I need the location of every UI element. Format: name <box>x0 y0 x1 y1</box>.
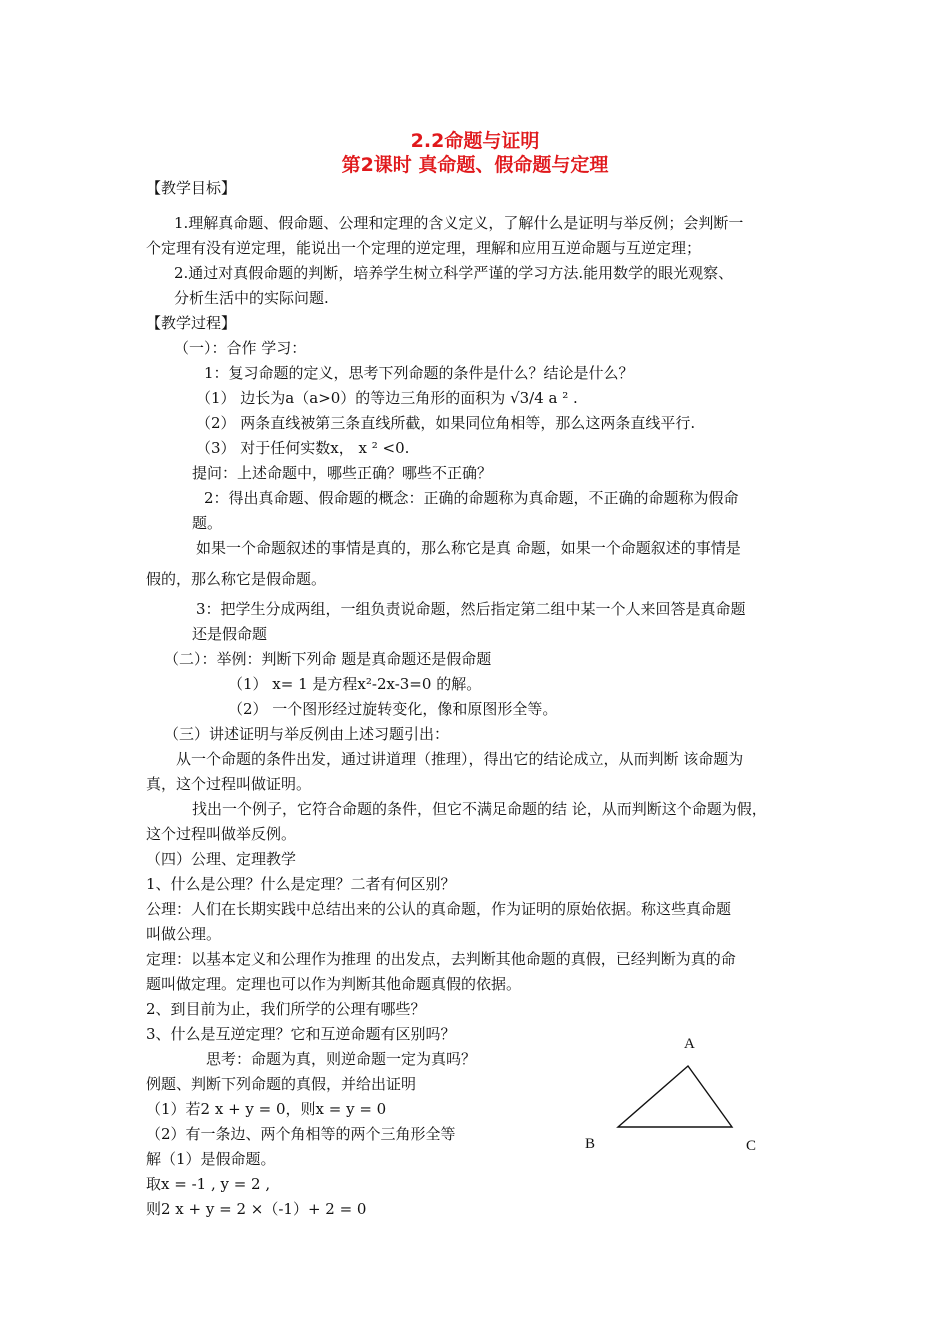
objective-2-line-1: 2.通过对真假命题的判断，培养学生树立科学严谨的学习方法.能用数学的眼光观察、 <box>174 264 734 282</box>
axiom-definition-line-2: 叫做公理。 <box>146 925 222 943</box>
proof-definition-line-2: 真，这个过程叫做证明。 <box>146 775 312 793</box>
step-2-line-2: 题。 <box>192 514 223 532</box>
solution-line-3: 则2 x + y = 2 ×（-1）+ 2 = 0 <box>146 1200 367 1218</box>
triangle-abc <box>618 1066 732 1127</box>
counterexample-line-1: 找出一个例子，它符合命题的条件，但它不满足命题的结 论，从而判断这个命题为假， <box>192 800 767 818</box>
solution-line-2: 取x = -1 , y = 2 , <box>146 1175 271 1193</box>
vertex-label-a: A <box>684 1036 695 1052</box>
example-heading: 例题、判断下列命题的真假，并给出证明 <box>146 1075 417 1093</box>
step-2-line-1: 2：得出真命题、假命题的概念：正确的命题称为真命题，不正确的命题称为假命 <box>204 489 739 507</box>
example-1: （1） x= 1 是方程x²-2x-3=0 的解。 <box>228 675 482 693</box>
objective-1-line-1: 1.理解真命题、假命题、公理和定理的含义定义，了解什么是证明与举反例；会判断一 <box>174 214 744 232</box>
objective-2-line-2: 分析生活中的实际问题. <box>174 289 329 307</box>
question-1: 1、什么是公理？什么是定理？二者有何区别？ <box>146 875 456 893</box>
example-item-1: （1）若2 x + y = 0，则x = y = 0 <box>146 1100 387 1118</box>
title-line-2: 第2课时 真命题、假命题与定理 <box>341 154 609 176</box>
section-heading-objectives: 【教学目标】 <box>146 179 237 197</box>
proposition-2: （2） 两条直线被第三条直线所截，如果同位角相等，那么这两条直线平行. <box>196 414 696 432</box>
counterexample-line-2: 这个过程叫做举反例。 <box>146 825 297 843</box>
title-line-1: 2.2命题与证明 <box>410 130 540 152</box>
proposition-3: （3） 对于任何实数x， x ² <0. <box>196 439 410 457</box>
section-heading-process: 【教学过程】 <box>146 314 237 332</box>
step-1-text: 1：复习命题的定义，思考下列命题的条件是什么？结论是什么？ <box>204 364 634 382</box>
part-1-heading: （一）：合作 学习： <box>174 339 307 357</box>
thinking-prompt: 思考：命题为真，则逆命题一定为真吗？ <box>206 1050 477 1068</box>
objective-1-line-2: 个定理有没有逆定理，能说出一个定理的逆定理，理解和应用互逆命题与互逆定理； <box>146 239 702 257</box>
definition-line-1: 如果一个命题叙述的事情是真的，那么称它是真 命题，如果一个命题叙述的事情是 <box>196 539 741 557</box>
step-3-line-1: 3：把学生分成两组，一组负责说命题，然后指定第二组中某一个人来回答是真命题 <box>196 600 746 618</box>
solution-line-1: 解（1）是假命题。 <box>146 1150 276 1168</box>
theorem-definition-line-2: 题叫做定理。定理也可以作为判断其他命题真假的依据。 <box>146 975 522 993</box>
theorem-definition-line-1: 定理：以基本定义和公理作为推理 的出发点，去判断其他命题的真假，已经判断为真的命 <box>146 950 736 968</box>
step-3-line-2: 还是假命题 <box>192 625 268 643</box>
vertex-label-c: C <box>746 1138 757 1154</box>
part-2-heading: （二）：举例：判断下列命 题是真命题还是假命题 <box>164 650 492 668</box>
axiom-definition-line-1: 公理：人们在长期实践中总结出来的公认的真命题，作为证明的原始依据。称这些真命题 <box>146 900 732 918</box>
example-item-2: （2）有一条边、两个角相等的两个三角形全等 <box>146 1125 456 1143</box>
example-2: （2） 一个图形经过旋转变化，像和原图形全等。 <box>228 700 558 718</box>
question-text: 提问：上述命题中，哪些正确？哪些不正确？ <box>192 464 493 482</box>
question-2: 2、到目前为止，我们所学的公理有哪些？ <box>146 1000 426 1018</box>
definition-line-2: 假的，那么称它是假命题。 <box>146 570 327 588</box>
proposition-1: （1） 边长为a（a>0）的等边三角形的面积为 √3/4 a ² . <box>196 389 578 407</box>
part-4-heading: （四）公理、定理教学 <box>146 850 297 868</box>
part-3-heading: （三）讲述证明与举反例由上述习题引出： <box>164 725 450 743</box>
question-3: 3、什么是互逆定理？它和互逆命题有区别吗？ <box>146 1025 456 1043</box>
proof-definition-line-1: 从一个命题的条件出发，通过讲道理（推理），得出它的结论成立，从而判断 该命题为 <box>176 750 744 768</box>
vertex-label-b: B <box>585 1136 596 1152</box>
triangle-figure <box>580 1030 780 1140</box>
